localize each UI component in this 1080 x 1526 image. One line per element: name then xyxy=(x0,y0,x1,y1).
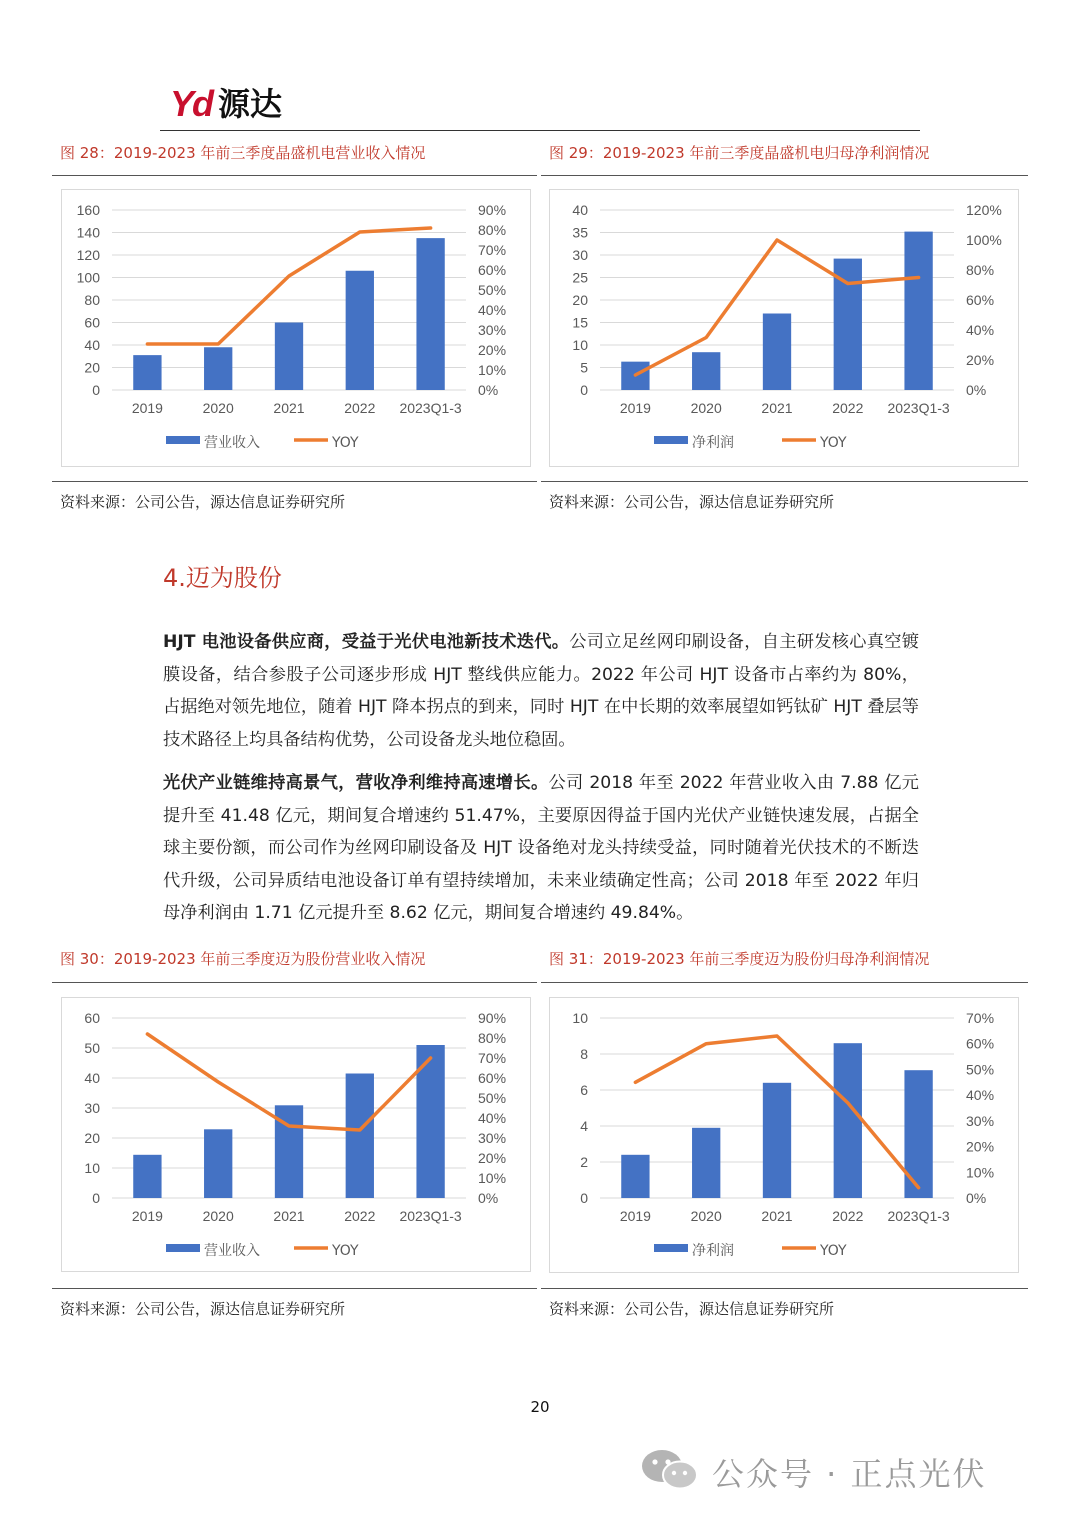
x-tick-label: 2022 xyxy=(832,1208,864,1224)
bar xyxy=(692,1128,720,1198)
x-tick-label: 2023Q1-3 xyxy=(399,1208,462,1224)
section-heading: 4.迈为股份 xyxy=(163,564,282,592)
figure-31-chart-svg xyxy=(550,998,1018,1272)
y-right-tick-label: 60% xyxy=(478,262,507,278)
y-right-tick-label: 70% xyxy=(966,1010,995,1026)
wechat-icon xyxy=(640,1448,700,1496)
figure-30-title: 图 30：2019-2023 年前三季度迈为股份营业收入情况 xyxy=(60,950,426,968)
y-right-tick-label: 0% xyxy=(966,1190,987,1206)
bar xyxy=(204,347,232,390)
y-left-tick-label: 50 xyxy=(84,1040,100,1056)
legend-label-bar: 净利润 xyxy=(692,435,734,451)
watermark xyxy=(640,1448,987,1496)
figure-31-chart xyxy=(549,997,1019,1273)
y-left-tick-label: 20 xyxy=(572,292,588,308)
figure-28-bottom-rule xyxy=(52,481,537,482)
y-left-tick-label: 6 xyxy=(580,1082,588,1098)
figure-30-chart xyxy=(61,997,531,1272)
y-right-tick-label: 100% xyxy=(966,232,1002,248)
legend-swatch-bar xyxy=(166,436,200,444)
x-tick-label: 2020 xyxy=(202,1208,234,1224)
figure-29-source: 资料来源：公司公告，源达信息证券研究所 xyxy=(549,493,835,511)
bar xyxy=(416,238,444,390)
y-right-tick-label: 60% xyxy=(966,292,995,308)
bar xyxy=(346,1074,374,1199)
y-left-tick-label: 0 xyxy=(580,1190,588,1206)
x-tick-label: 2021 xyxy=(273,1208,305,1224)
paragraph-2 xyxy=(163,767,919,930)
y-left-tick-label: 10 xyxy=(572,1010,588,1026)
y-right-tick-label: 10% xyxy=(478,1170,507,1186)
y-left-tick-label: 30 xyxy=(84,1100,100,1116)
x-tick-label: 2023Q1-3 xyxy=(887,1208,950,1224)
bar xyxy=(763,1083,791,1198)
x-tick-label: 2019 xyxy=(131,400,163,416)
bar xyxy=(346,271,374,390)
y-left-tick-label: 60 xyxy=(84,314,100,331)
x-tick-label: 2023Q1-3 xyxy=(399,400,462,416)
bar xyxy=(133,1155,161,1198)
legend-label-bar: 营业收入 xyxy=(204,435,260,451)
y-right-tick-label: 50% xyxy=(478,1090,507,1106)
y-right-tick-label: 90% xyxy=(478,1010,507,1026)
y-right-tick-label: 20% xyxy=(966,352,995,368)
y-right-tick-label: 30% xyxy=(478,322,507,338)
y-left-tick-label: 0 xyxy=(580,382,588,398)
y-left-tick-label: 25 xyxy=(572,269,588,286)
legend-swatch-bar xyxy=(654,1244,688,1252)
bar xyxy=(834,1043,862,1198)
figure-28-chart-svg xyxy=(62,190,530,466)
legend-swatch-bar xyxy=(654,436,688,444)
y-left-tick-label: 60 xyxy=(84,1010,100,1026)
y-right-tick-label: 120% xyxy=(966,202,1002,218)
x-tick-label: 2019 xyxy=(619,400,651,416)
bar xyxy=(904,232,932,390)
y-left-tick-label: 0 xyxy=(92,1190,100,1206)
page-number: 20 xyxy=(530,1398,550,1416)
paragraph-1-body: 公司立足丝网印刷设备，自主研发核心真空镀膜设备，结合参股子公司逐步形成 HJT 整线供应能力。2022 年公司 HJT 设备市占率约为 80%，占据绝对领先地位，随着 HJT 降本拐点的到来，同时 HJT 在中长期的效率展望如钙钛矿 HJT 叠层等技术路径上均具备结构优势，公司设备龙头地位稳固。 xyxy=(163,632,919,750)
legend-label-bar: 净利润 xyxy=(692,1243,734,1259)
y-right-tick-label: 60% xyxy=(478,1070,507,1086)
figure-29-chart xyxy=(549,189,1019,467)
y-left-tick-label: 0 xyxy=(92,382,100,398)
x-tick-label: 2022 xyxy=(344,400,376,416)
figure-29-title: 图 29：2019-2023 年前三季度晶盛机电归母净利润情况 xyxy=(549,144,930,162)
bar xyxy=(133,355,161,390)
y-right-tick-label: 10% xyxy=(966,1164,995,1181)
bar xyxy=(904,1070,932,1198)
paragraph-2-lead: 光伏产业链维持高景气，营收净利维持高速增长。 xyxy=(163,773,549,793)
y-left-tick-label: 80 xyxy=(84,292,100,308)
figure-28-chart xyxy=(61,189,531,467)
legend-label-line: YOY xyxy=(820,1243,847,1259)
y-right-tick-label: 30% xyxy=(478,1130,507,1146)
figure-31-source: 资料来源：公司公告，源达信息证券研究所 xyxy=(549,1300,835,1318)
figure-28-title: 图 28：2019-2023 年前三季度晶盛机电营业收入情况 xyxy=(60,144,426,162)
x-tick-label: 2020 xyxy=(202,400,234,416)
y-right-tick-label: 40% xyxy=(478,302,507,318)
y-left-tick-label: 140 xyxy=(76,224,100,241)
figure-31-bottom-rule xyxy=(541,1288,1028,1289)
figure-29-top-rule xyxy=(541,175,1028,176)
legend-label-line: YOY xyxy=(332,1243,359,1259)
y-left-tick-label: 40 xyxy=(84,1070,100,1086)
x-tick-label: 2019 xyxy=(131,1208,163,1224)
y-right-tick-label: 30% xyxy=(966,1112,995,1129)
logo-mark: Yd xyxy=(170,83,213,124)
y-right-tick-label: 40% xyxy=(966,1087,995,1104)
figure-29-chart-svg xyxy=(550,190,1018,466)
bar xyxy=(204,1129,232,1198)
x-tick-label: 2020 xyxy=(690,400,722,416)
figure-29-bottom-rule xyxy=(541,481,1028,482)
legend-label-line: YOY xyxy=(820,435,847,451)
y-left-tick-label: 10 xyxy=(572,337,588,353)
bar xyxy=(275,323,303,391)
y-left-tick-label: 2 xyxy=(580,1154,588,1170)
y-right-tick-label: 0% xyxy=(478,1190,499,1206)
figure-31-title: 图 31：2019-2023 年前三季度迈为股份归母净利润情况 xyxy=(549,950,930,968)
bar xyxy=(621,1155,649,1198)
logo-name: 源达 xyxy=(218,85,283,123)
x-tick-label: 2019 xyxy=(619,1208,651,1224)
x-tick-label: 2021 xyxy=(761,1208,793,1224)
x-tick-label: 2021 xyxy=(273,400,305,416)
y-right-tick-label: 90% xyxy=(478,202,507,218)
y-left-tick-label: 120 xyxy=(76,247,100,263)
y-right-tick-label: 20% xyxy=(966,1138,995,1155)
y-left-tick-label: 160 xyxy=(76,202,100,218)
y-right-tick-label: 40% xyxy=(478,1110,507,1126)
bar xyxy=(692,352,720,390)
y-left-tick-label: 15 xyxy=(572,314,588,331)
legend-swatch-bar xyxy=(166,1244,200,1252)
paragraph-2-body: 公司 2018 年至 2022 年营业收入由 7.88 亿元提升至 41.48 亿元，期间复合增速约 51.47%，主要原因得益于国内光伏产业链快速发展，占据全球主要份额，而公司作为丝网印刷设备及 HJT 设备绝对龙头持续受益，同时随着光伏技术的不断迭代升级，公司异质结电池设备订单有望持续增加，未来业绩确定性高；公司 2018 年至 2022 年归母净利润由 1.71 亿元提升至 8.62 亿元，期间复合增速约 49.84%。 xyxy=(163,773,919,924)
y-left-tick-label: 20 xyxy=(84,1130,100,1146)
y-right-tick-label: 50% xyxy=(966,1061,995,1078)
y-right-tick-label: 0% xyxy=(478,382,499,398)
company-logo xyxy=(170,83,283,124)
figure-28-top-rule xyxy=(52,175,537,176)
y-right-tick-label: 20% xyxy=(478,1150,507,1166)
figure-30-bottom-rule xyxy=(52,1288,537,1289)
y-left-tick-label: 30 xyxy=(572,247,588,263)
y-right-tick-label: 60% xyxy=(966,1035,995,1052)
figure-30-source: 资料来源：公司公告，源达信息证券研究所 xyxy=(60,1300,346,1318)
y-left-tick-label: 4 xyxy=(580,1118,588,1134)
y-right-tick-label: 80% xyxy=(478,1030,507,1046)
legend-label-bar: 营业收入 xyxy=(204,1243,260,1259)
y-left-tick-label: 10 xyxy=(84,1160,100,1176)
y-right-tick-label: 10% xyxy=(478,362,507,378)
y-left-tick-label: 5 xyxy=(580,359,588,376)
x-tick-label: 2022 xyxy=(832,400,864,416)
x-tick-label: 2022 xyxy=(344,1208,376,1224)
x-tick-label: 2023Q1-3 xyxy=(887,400,950,416)
figure-30-top-rule xyxy=(52,982,537,983)
y-left-tick-label: 20 xyxy=(84,359,100,376)
y-left-tick-label: 100 xyxy=(76,269,100,286)
x-tick-label: 2020 xyxy=(690,1208,722,1224)
paragraph-1 xyxy=(163,626,919,756)
y-right-tick-label: 70% xyxy=(478,242,507,258)
y-right-tick-label: 0% xyxy=(966,382,987,398)
header-divider xyxy=(160,130,920,131)
paragraph-1-lead: HJT 电池设备供应商，受益于光伏电池新技术迭代。 xyxy=(163,632,570,652)
figure-31-top-rule xyxy=(541,982,1028,983)
bar xyxy=(763,314,791,391)
legend-label-line: YOY xyxy=(332,435,359,451)
watermark-text: 公众号 · 正点光伏 xyxy=(712,1455,987,1493)
y-left-tick-label: 35 xyxy=(572,224,588,241)
y-right-tick-label: 70% xyxy=(478,1050,507,1066)
y-right-tick-label: 80% xyxy=(478,222,507,238)
y-right-tick-label: 50% xyxy=(478,282,507,298)
figure-30-chart-svg xyxy=(62,998,530,1271)
y-right-tick-label: 80% xyxy=(966,262,995,278)
x-tick-label: 2021 xyxy=(761,400,793,416)
y-left-tick-label: 40 xyxy=(84,337,100,353)
y-left-tick-label: 40 xyxy=(572,202,588,218)
y-left-tick-label: 8 xyxy=(580,1046,588,1062)
y-right-tick-label: 40% xyxy=(966,322,995,338)
y-right-tick-label: 20% xyxy=(478,342,507,358)
figure-28-source: 资料来源：公司公告，源达信息证券研究所 xyxy=(60,493,346,511)
